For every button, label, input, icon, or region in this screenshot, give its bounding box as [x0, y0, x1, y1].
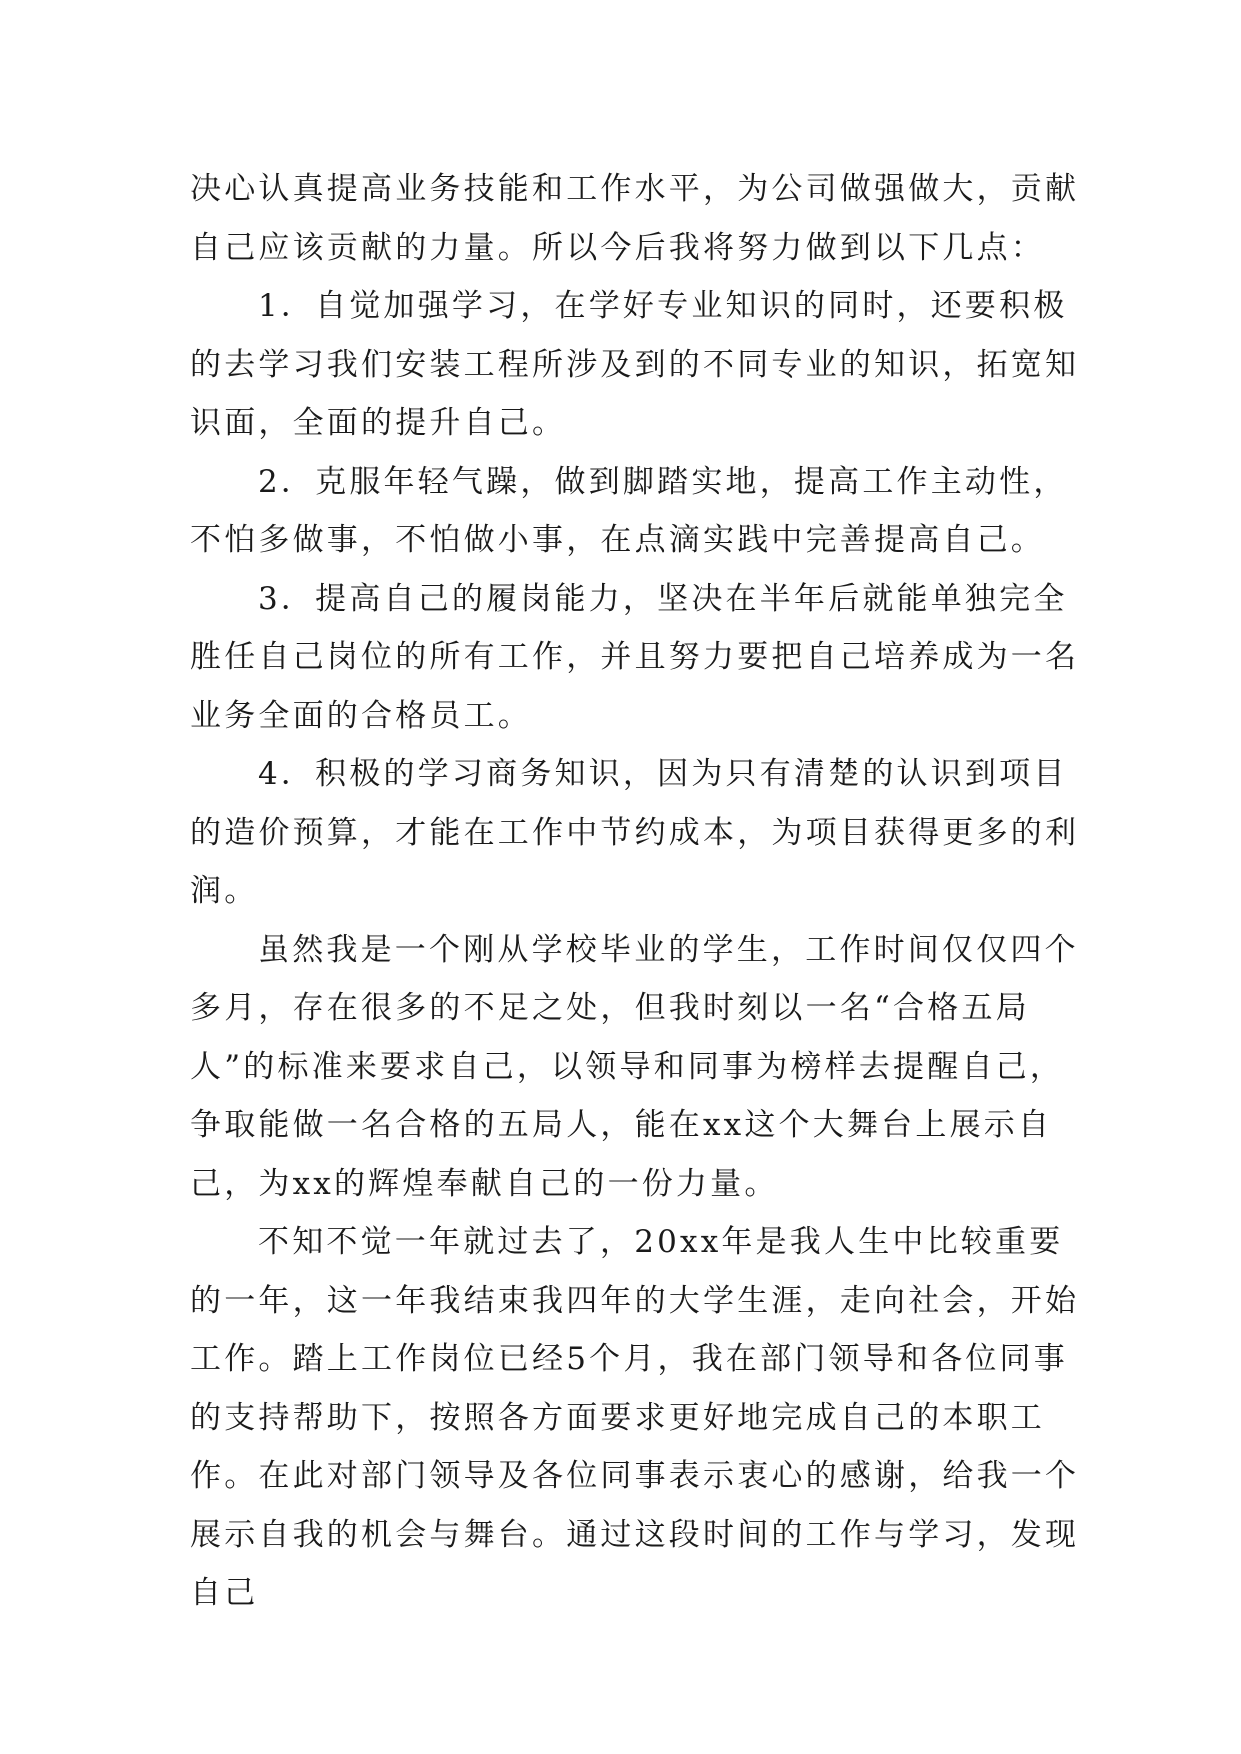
paragraph-point-2: 2．克服年轻气躁，做到脚踏实地，提高工作主动性，不怕多做事，不怕做小事，在点滴实践中完善提高自己。 [190, 463, 1068, 558]
paragraph-year-summary: 不知不觉一年就过去了，20xx年是我人生中比较重要的一年，这一年我结束我四年的大学生涯，走向社会，开始工作。踏上工作岗位已经5个月，我在部门领导和各位同事的支持帮助下，按照各方面要求更好地完成自己的本职工作。在此对部门领导及各位同事表示衷心的感谢，给我一个展示自我的机会与舞台。通过这段时间的工作与学习，发现自己 [190, 1224, 1080, 1611]
paragraph-continuation: 决心认真提高业务技能和工作水平，为公司做强做大，贡献自己应该贡献的力量。所以今后我将努力做到以下几点： [190, 171, 1080, 266]
paragraph-graduate: 虽然我是一个刚从学校毕业的学生，工作时间仅仅四个多月，存在很多的不足之处，但我时刻以一名“合格五局人”的标准来要求自己，以领导和同事为榜样去提醒自己，争取能做一名合格的五局人，能在xx这个大舞台上展示自己，为xx的辉煌奉献自己的一份力量。 [190, 931, 1079, 1202]
document-body [190, 160, 1080, 1623]
paragraph-point-1: 1．自觉加强学习，在学好专业知识的同时，还要积极的去学习我们安装工程所涉及到的不同专业的知识，拓宽知识面，全面的提升自己。 [190, 288, 1080, 441]
paragraph-point-4: 4．积极的学习商务知识，因为只有清楚的认识到项目的造价预算，才能在工作中节约成本，为项目获得更多的利润。 [190, 756, 1080, 909]
paragraph-point-3: 3．提高自己的履岗能力，坚决在半年后就能单独完全胜任自己岗位的所有工作，并且努力要把自己培养成为一名业务全面的合格员工。 [190, 580, 1080, 734]
